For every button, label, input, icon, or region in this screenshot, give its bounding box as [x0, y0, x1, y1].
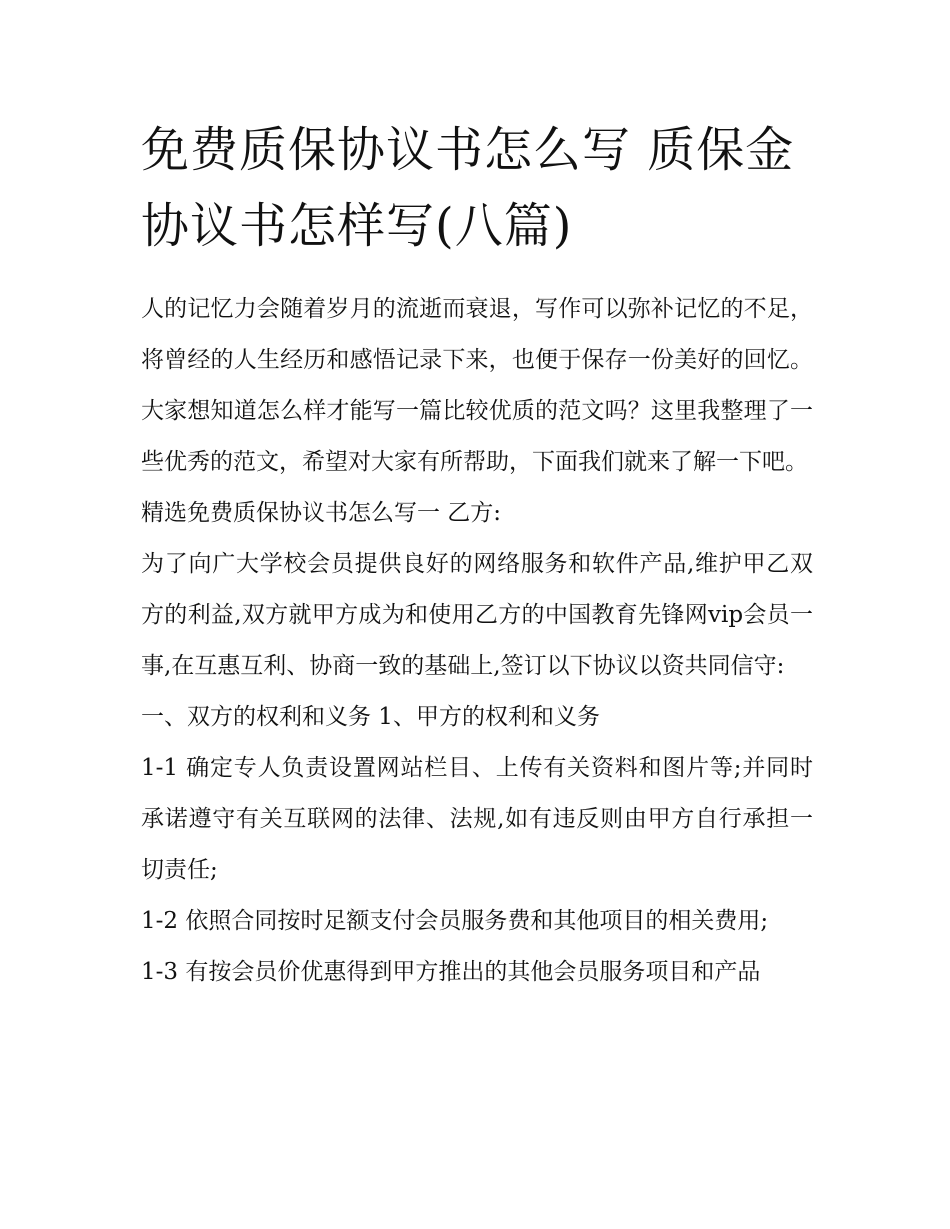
paragraph-clause-1-1: 1-1 确定专人负责设置网站栏目、上传有关资料和图片等;并同时承诺遵守有关互联网的法律、法规,如有违反则由甲方自行承担一切责任; [141, 755, 813, 883]
paragraph-rights-heading: 一、双方的权利和义务 1、甲方的权利和义务 [141, 704, 600, 730]
paragraph-section-heading: 精选免费质保协议书怎么写一 乙方: [141, 500, 502, 526]
paragraph-intro: 人的记忆力会随着岁月的流逝而衰退，写作可以弥补记忆的不足，将曾经的人生经历和感悟记录下来，也便于保存一份美好的回忆。大家想知道怎么样才能写一篇比较优质的范文吗？这里我整理了一些优秀的范文，希望对大家有所帮助，下面我们就来了解一下吧。 [141, 296, 813, 475]
paragraph-clause-1-2: 1-2 依照合同按时足额支付会员服务费和其他项目的相关费用; [141, 908, 769, 934]
document-page [141, 112, 813, 998]
document-title: 免费质保协议书怎么写 质保金协议书怎样写(八篇) [141, 122, 795, 254]
paragraph-clause-1-3: 1-3 有按会员价优惠得到甲方推出的其他会员服务项目和产品 [141, 959, 761, 985]
paragraph-preamble: 为了向广大学校会员提供良好的网络服务和软件产品,维护甲乙双方的利益,双方就甲方成为和使用乙方的中国教育先锋网vip会员一事,在互惠互利、协商一致的基础上,签订以下协议以资共同信守: [141, 551, 813, 679]
